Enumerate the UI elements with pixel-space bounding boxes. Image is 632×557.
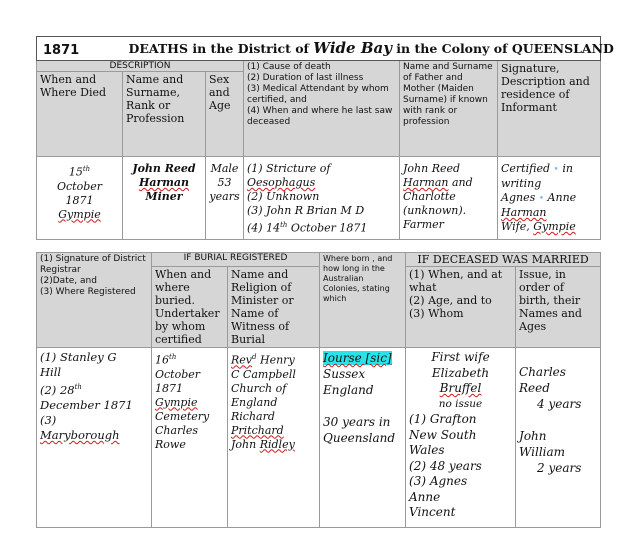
child1-given: Charles	[519, 365, 566, 379]
death-date-place-cell	[37, 157, 123, 240]
married-state-2: Wales	[409, 443, 445, 457]
born-where-header: Where born , and how long in the Australian Colonies, stating which	[320, 253, 406, 348]
informant-first-name: Agnes	[501, 191, 536, 204]
informant-writing: writing	[501, 177, 542, 190]
cause-line-4-pre: (4) 14	[247, 221, 281, 235]
cause-line-4-post: October 1871	[290, 221, 368, 235]
informant-in: in	[562, 162, 573, 175]
parents-cell	[400, 157, 498, 240]
cause-line-3: (3) John R Brian M D	[247, 204, 365, 217]
born-county: Sussex	[323, 367, 366, 381]
informant-surname: Harman	[501, 206, 547, 219]
registrar-name: (1) Stanley G	[40, 350, 117, 364]
cause-header-line-2: (2) Duration of last illness	[247, 73, 364, 83]
informant-certified: Certified	[501, 162, 551, 175]
burial-year: 1871	[155, 381, 183, 395]
title-mid: in the Colony of	[396, 41, 508, 56]
issue-cell	[516, 348, 601, 528]
sex-age-header: Sex and Age	[206, 72, 244, 157]
married-age-line: (2) Age, and to	[409, 294, 492, 307]
register-title-row	[37, 37, 601, 61]
name-surname-header: Name and Surname, Rank or Profession	[123, 72, 206, 157]
register-title	[123, 37, 614, 61]
death-day-suffix: th	[82, 165, 91, 173]
married-state-1: New South	[409, 427, 477, 442]
registrar-place-number: (3)	[40, 412, 57, 427]
burial-cemetery: Cemetery	[155, 409, 210, 423]
registrar-cell	[37, 348, 152, 528]
married-age: (2) 48 years	[409, 458, 482, 473]
cause-header-line-3: (3) Medical Attendant by whom certified, and	[247, 84, 389, 105]
registrar-date-suffix: th	[74, 383, 82, 391]
cause-of-death-cell	[244, 157, 400, 240]
death-certificate	[36, 36, 614, 528]
cause-header-line-4: (4) When and where he last saw deceased	[247, 106, 393, 127]
married-to-middle: Anne	[409, 489, 441, 504]
burial-day: 16	[155, 353, 169, 367]
burial-minister-header: Name and Religion of Minister or Name of Witness of Burial	[228, 267, 320, 348]
child1-age: 4 years	[537, 397, 582, 411]
married-group-header: IF DECEASED WAS MARRIED	[406, 253, 601, 267]
upper-header-row-1	[37, 61, 601, 72]
born-where-cell	[320, 348, 406, 528]
first-wife-issue: no issue	[438, 397, 483, 410]
minister-cell	[228, 348, 320, 528]
description-group-header: DESCRIPTION	[37, 61, 244, 72]
deceased-age: 53	[217, 176, 232, 189]
church-line-2: England	[231, 395, 278, 409]
title-prefix: DEATHS in the District of	[128, 41, 309, 56]
informant-place: Gympie	[533, 220, 576, 233]
when-where-died-header: When and Where Died	[37, 72, 123, 157]
minister-title-suffix: d	[252, 353, 257, 361]
death-day: 15	[68, 165, 83, 179]
bullet-dot-icon: •	[553, 165, 559, 175]
married-when-line: (1) When, and at what	[409, 268, 503, 294]
bullet-dot-icon: •	[538, 194, 545, 204]
undertaker-given: Charles	[155, 423, 198, 437]
colony-years: 30 years in	[323, 415, 391, 429]
deceased-profession: Miner	[145, 190, 183, 203]
child2-middle: William	[519, 445, 566, 459]
burial-place: Gympie	[155, 395, 198, 409]
minister-given: Henry	[260, 353, 295, 367]
district-name: Wide Bay	[313, 39, 392, 57]
church-line-1: Church of	[231, 381, 287, 395]
upper-entry-row	[37, 157, 601, 240]
married-to: (3) Agnes	[409, 474, 468, 488]
father-given: John Reed	[403, 162, 461, 175]
deceased-age-unit: years	[209, 190, 240, 203]
registrar-header-line-1: (1) Signature of District Registrar	[40, 254, 146, 275]
death-month: October	[56, 179, 103, 193]
informant-role: Wife,	[501, 220, 530, 233]
registrar-header-line-3: (3) Where Registered	[40, 287, 136, 297]
registrar-place: Maryborough	[40, 427, 120, 442]
minister-name: C Campbell	[231, 367, 296, 381]
burial-month: October	[155, 367, 201, 381]
parents-and: and	[451, 176, 473, 189]
register-year-cell	[37, 37, 123, 61]
burial-group-header: IF BURIAL REGISTERED	[152, 253, 320, 267]
married-whom-line: (3) Whom	[409, 307, 464, 320]
undertaker-surname: Rowe	[155, 437, 186, 451]
lower-register-table	[36, 252, 601, 528]
cause-line-4-suffix: th	[280, 221, 288, 229]
death-place: Gympie	[58, 207, 101, 221]
cause-header	[244, 61, 400, 157]
registrar-date-post: December 1871	[40, 397, 133, 412]
mother-given: Charlotte	[403, 190, 456, 203]
issue-header: Issue, in order of birth, their Names and Ages	[516, 267, 601, 348]
married-place: (1) Grafton	[409, 412, 477, 426]
married-when-header	[406, 267, 516, 348]
first-wife-given: Elizabeth	[431, 365, 490, 380]
cause-header-line-1: (1) Cause of death	[247, 62, 331, 72]
first-wife-surname: Bruffel	[439, 381, 482, 395]
colony-where: Queensland	[323, 431, 396, 445]
register-year: 1871	[43, 43, 80, 58]
parents-header: Name and Surname of Father and Mother (Maiden Surname) if known with rank or profession	[400, 61, 498, 157]
witness-given: Richard	[231, 409, 275, 423]
deceased-sex: Male	[210, 162, 239, 175]
table-gap	[36, 240, 600, 252]
burial-day-suffix: th	[169, 353, 177, 361]
death-year: 1871	[65, 193, 94, 207]
child2-age: 2 years	[537, 461, 582, 475]
cause-line-2: (2) Unknown	[247, 190, 320, 203]
registrar-header	[37, 253, 152, 348]
child1-middle: Reed	[519, 381, 550, 395]
cause-oesophagus: Oesophagus	[247, 176, 316, 189]
born-country: England	[323, 383, 374, 397]
mother-maiden: (unknown).	[403, 204, 467, 217]
cause-line-1: (1) Stricture of	[247, 162, 331, 175]
lower-entry-row	[37, 348, 601, 528]
registrar-header-line-2: (2)Date, and	[40, 276, 97, 286]
minister-title: Rev	[231, 353, 253, 367]
lower-header-row-1	[37, 253, 601, 267]
child2-given: John	[519, 429, 547, 443]
witness2-given: John	[231, 437, 257, 451]
informant-middle-name: Anne	[547, 191, 577, 204]
upper-register-table	[36, 36, 614, 240]
deceased-surname: Harman	[138, 176, 190, 189]
informant-cell	[498, 157, 601, 240]
sex-age-cell	[206, 157, 244, 240]
married-to-surname: Vincent	[409, 505, 456, 519]
deceased-name-cell	[123, 157, 206, 240]
colony-name: QUEENSLAND	[511, 41, 614, 56]
father-surname: Harman	[403, 176, 449, 189]
witness-surname: Pritchard	[231, 423, 284, 437]
deceased-given-names: John Reed	[132, 162, 196, 175]
burial-cell	[152, 348, 228, 528]
registrar-date-pre: (2) 28	[40, 382, 75, 397]
registrar-surname: Hill	[40, 365, 62, 379]
burial-when-where-header: When and where buried. Undertaker by whom certified	[152, 267, 228, 348]
born-town: Iourse [sic]	[323, 351, 392, 365]
father-rank: Farmer	[403, 218, 444, 231]
first-wife-label: First wife	[431, 350, 490, 364]
marriage-cell	[406, 348, 516, 528]
witness2-surname: Ridley	[259, 437, 295, 451]
informant-header: Signature, Description and residence of Informant	[498, 61, 601, 157]
